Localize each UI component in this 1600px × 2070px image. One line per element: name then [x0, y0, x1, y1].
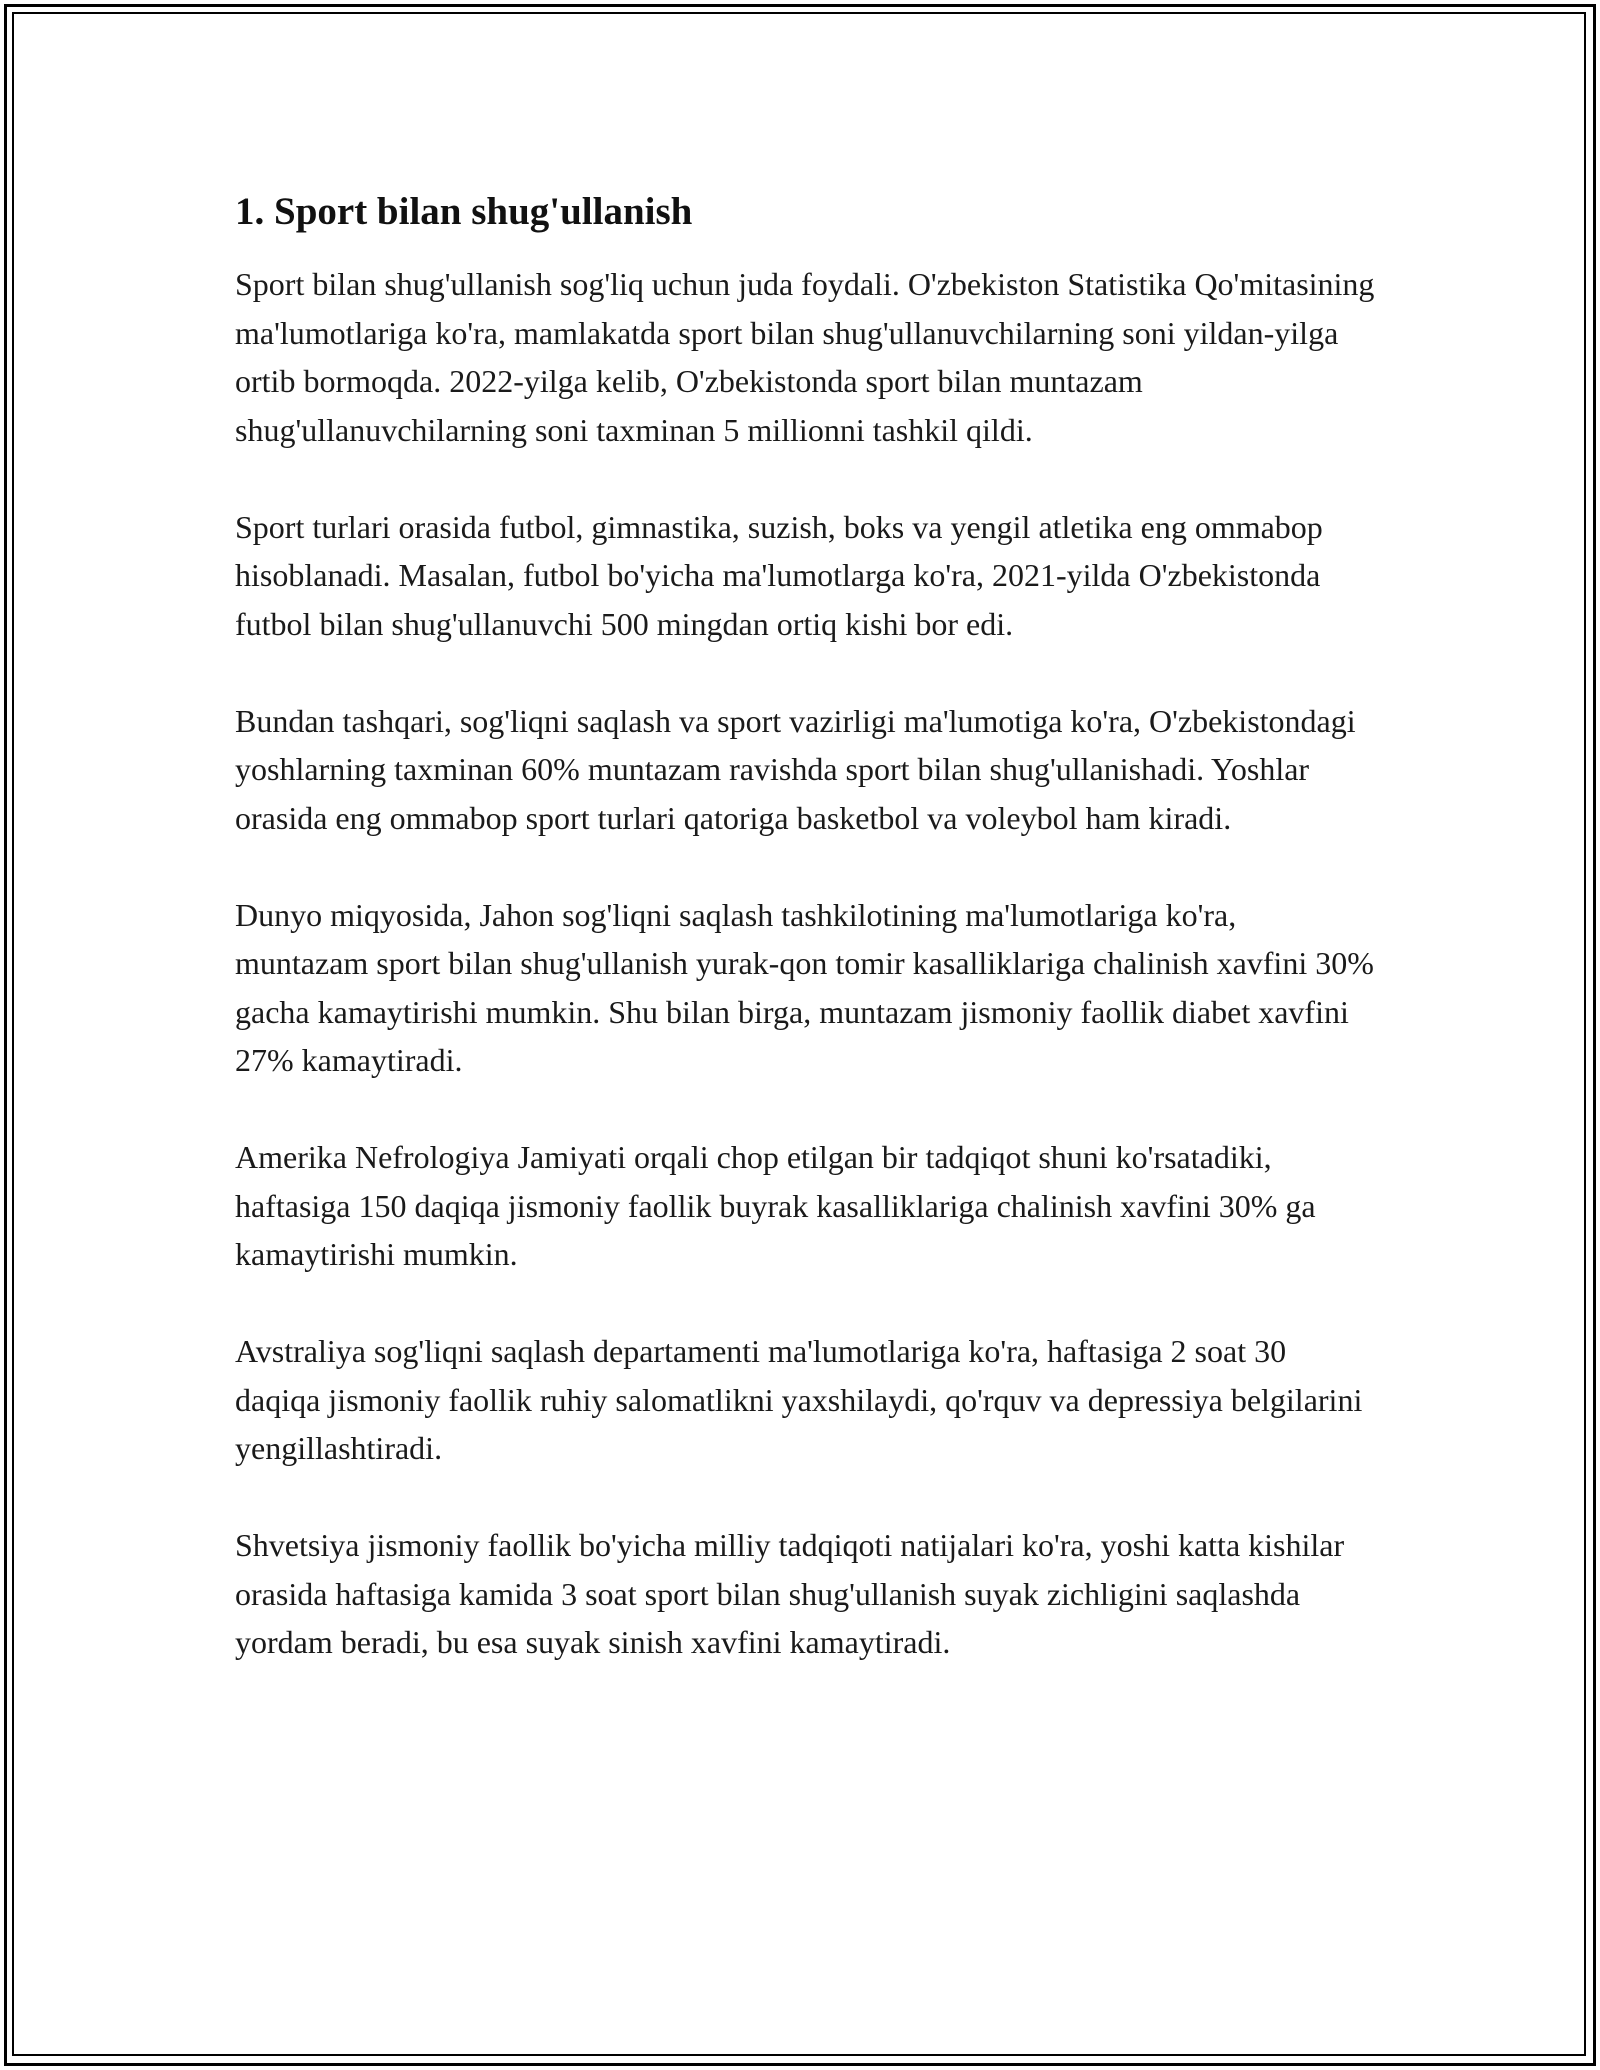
paragraph-7: Shvetsiya jismoniy faollik bo'yicha milliy tadqiqoti natijalari ko'ra, yoshi katta kishilar orasida haftasiga kamida 3 soat sport bilan shug'ullanish suyak zichligini saqlashda yordam beradi, bu esa suyak sinish xavfini kamaytiradi.: [235, 1527, 1345, 1660]
section-heading: 1. Sport bilan shug'ullanish: [235, 190, 693, 233]
paragraph-3: Bundan tashqari, sog'liqni saqlash va sport vazirligi ma'lumotiga ko'ra, O'zbekistondagi yoshlarning taxminan 60% muntazam ravishda sport bilan shug'ullanishadi. Yoshlar orasida eng ommabop sport turlari qatoriga basketbol va voleybol ham kiradi.: [235, 702, 1356, 836]
document-body: [235, 186, 1375, 1715]
paragraph-6: Avstraliya sog'liqni saqlash departamenti ma'lumotlariga ko'ra, haftasiga 2 soat 30 daqiqa jismoniy faollik ruhiy salomatlikni yaxshilaydi, qo'rquv va depressiya belgilarini yengillashtiradi.: [235, 1333, 1363, 1466]
paragraph-1: Sport bilan shug'ullanish sog'liq uchun juda foydali. O'zbekiston Statistika Qo'mitasining ma'lumotlariga ko'ra, mamlakatda sport bilan shug'ullanuvchilarning soni yildan-yilga ortib bormoqda. 2022-yilga kelib, O'zbekistonda sport bilan muntazam shug'ullanuvchilarning soni taxminan 5 millionni tashkil qildi.: [235, 266, 1375, 448]
paragraph-5: Amerika Nefrologiya Jamiyati orqali chop etilgan bir tadqiqot shuni ko'rsatadiki, haftasiga 150 daqiqa jismoniy faollik buyrak kasalliklariga chalinish xavfini 30% ga kamaytirishi mumkin.: [235, 1139, 1316, 1272]
paragraph-4: Dunyo miqyosida, Jahon sog'liqni saqlash tashkilotining ma'lumotlariga ko'ra, muntazam sport bilan shug'ullanish yurak-qon tomir kasalliklariga chalinish xavfini 30% gacha kamaytirishi mumkin. Shu bilan birga, muntazam jismoniy faollik diabet xavfini 27% kamaytiradi.: [235, 896, 1374, 1078]
paragraph-2: Sport turlari orasida futbol, gimnastika, suzish, boks va yengil atletika eng ommabop hisoblanadi. Masalan, futbol bo'yicha ma'lumotlarga ko'ra, 2021-yilda O'zbekistonda futbol bilan shug'ullanuvchi 500 mingdan ortiq kishi bor edi.: [235, 508, 1323, 642]
